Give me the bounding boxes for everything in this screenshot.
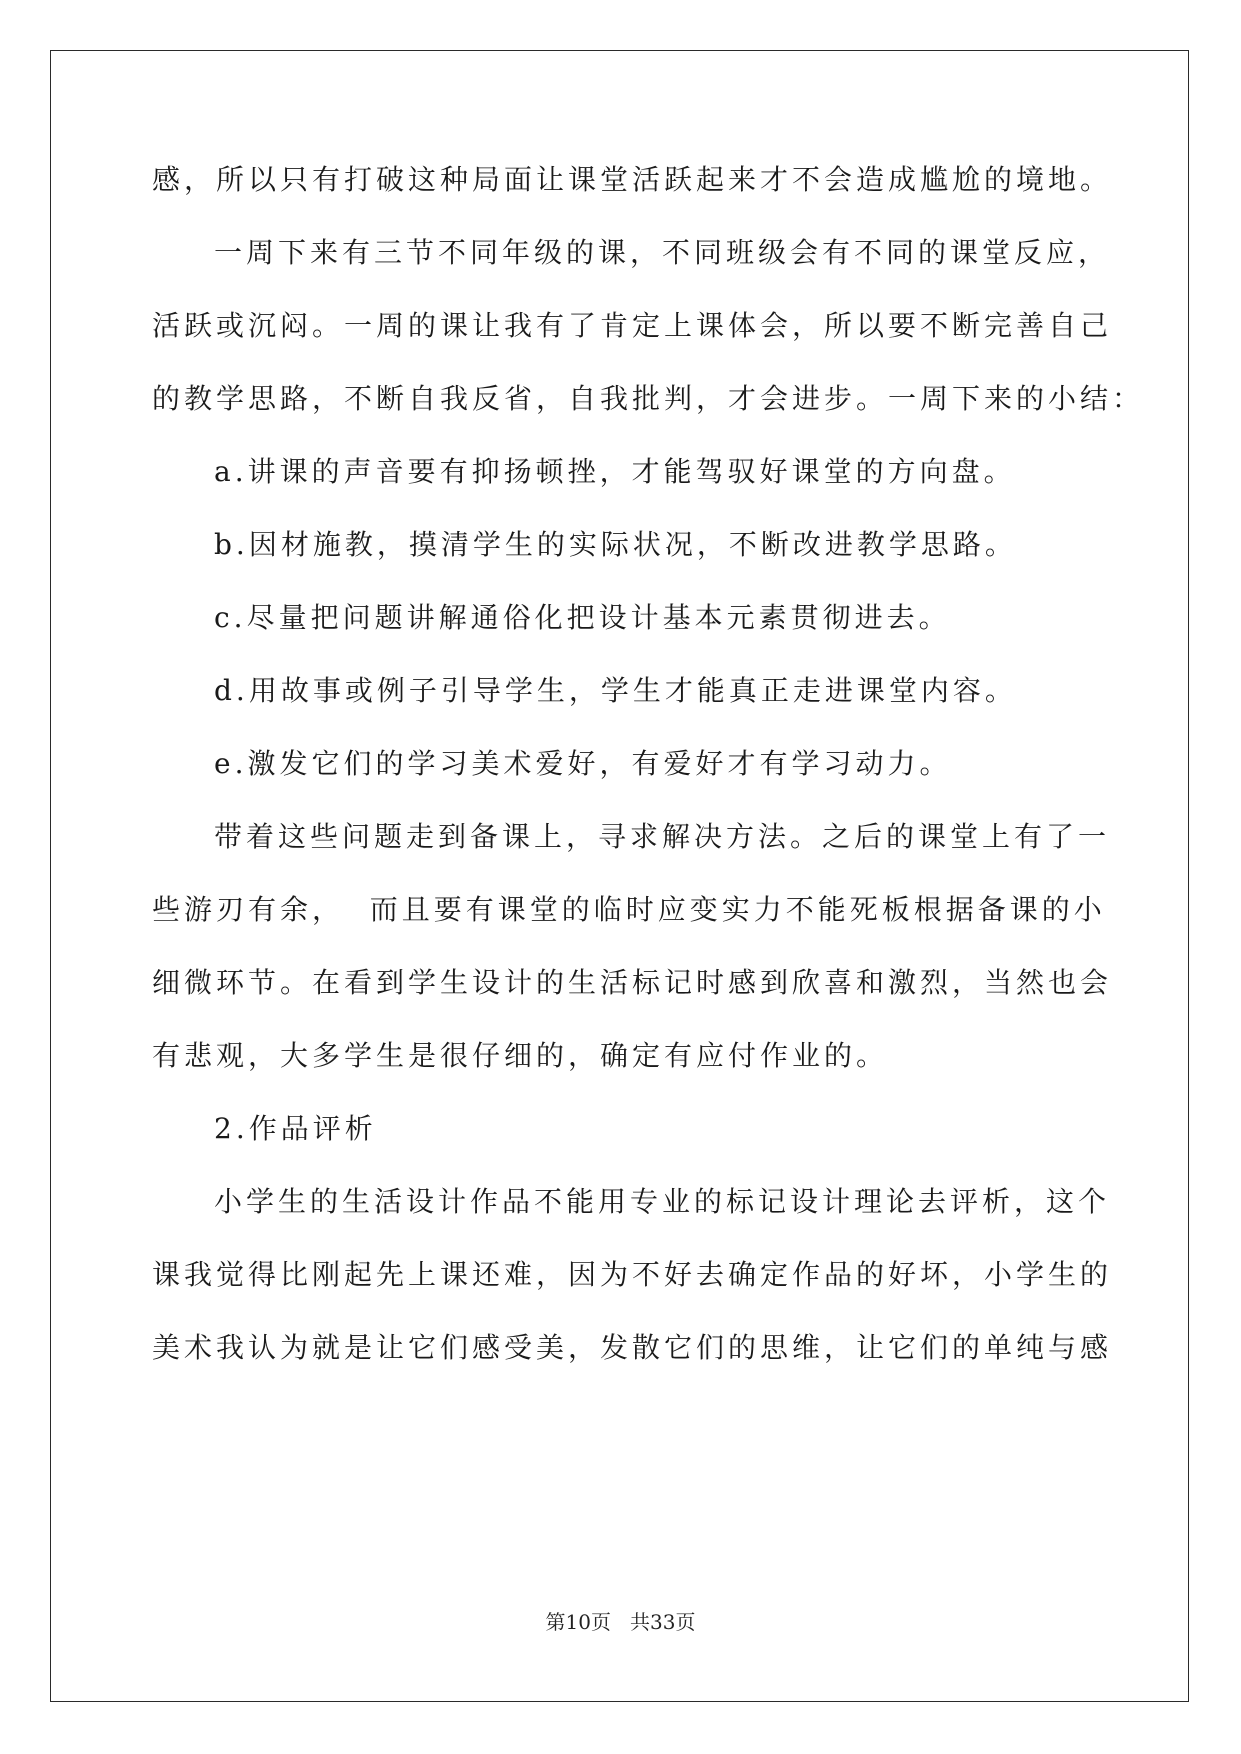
list-item-c: c.尽量把问题讲解通俗化把设计基本元素贯彻进去。	[214, 601, 951, 634]
paragraph-line: 一周下来有三节不同年级的课，不同班级会有不同的课堂反应，	[214, 236, 1111, 269]
page-footer	[0, 1608, 1241, 1636]
list-item-a: a.讲课的声音要有抑扬顿挫，才能驾驭好课堂的方向盘。	[214, 455, 1016, 488]
paragraph-line: 感，所以只有打破这种局面让课堂活跃起来才不会造成尴尬的境地。	[152, 163, 1113, 196]
section-heading: 2.作品评析	[214, 1112, 377, 1145]
paragraph-line: 些游刃有余， 而且要有课堂的临时应变实力不能死板根据备课的小	[152, 893, 1106, 926]
list-item-d: d.用故事或例子引导学生，学生才能真正走进课堂内容。	[214, 674, 1017, 707]
page-number-label: 第10页 共33页	[545, 1610, 696, 1634]
paragraph-line: 的教学思路，不断自我反省，自我批判，才会进步。一周下来的小结：	[152, 382, 1145, 415]
paragraph-line: 课我觉得比刚起先上课还难，因为不好去确定作品的好坏，小学生的	[152, 1258, 1113, 1291]
paragraph-line: 美术我认为就是让它们感受美，发散它们的思维，让它们的单纯与感	[152, 1331, 1113, 1364]
paragraph-line: 有悲观，大多学生是很仔细的，确定有应付作业的。	[152, 1039, 889, 1072]
list-item-e: e.激发它们的学习美术爱好，有爱好才有学习动力。	[214, 747, 952, 780]
paragraph-line: 活跃或沉闷。一周的课让我有了肯定上课体会，所以要不断完善自己	[152, 309, 1113, 342]
paragraph-line: 细微环节。在看到学生设计的生活标记时感到欣喜和激烈，当然也会	[152, 966, 1113, 999]
page-border	[50, 50, 1189, 1702]
paragraph-line: 小学生的生活设计作品不能用专业的标记设计理论去评析，这个	[214, 1185, 1111, 1218]
paragraph-line: 带着这些问题走到备课上，寻求解决方法。之后的课堂上有了一	[214, 820, 1111, 853]
list-item-b: b.因材施教，摸清学生的实际状况，不断改进教学思路。	[214, 528, 1017, 561]
